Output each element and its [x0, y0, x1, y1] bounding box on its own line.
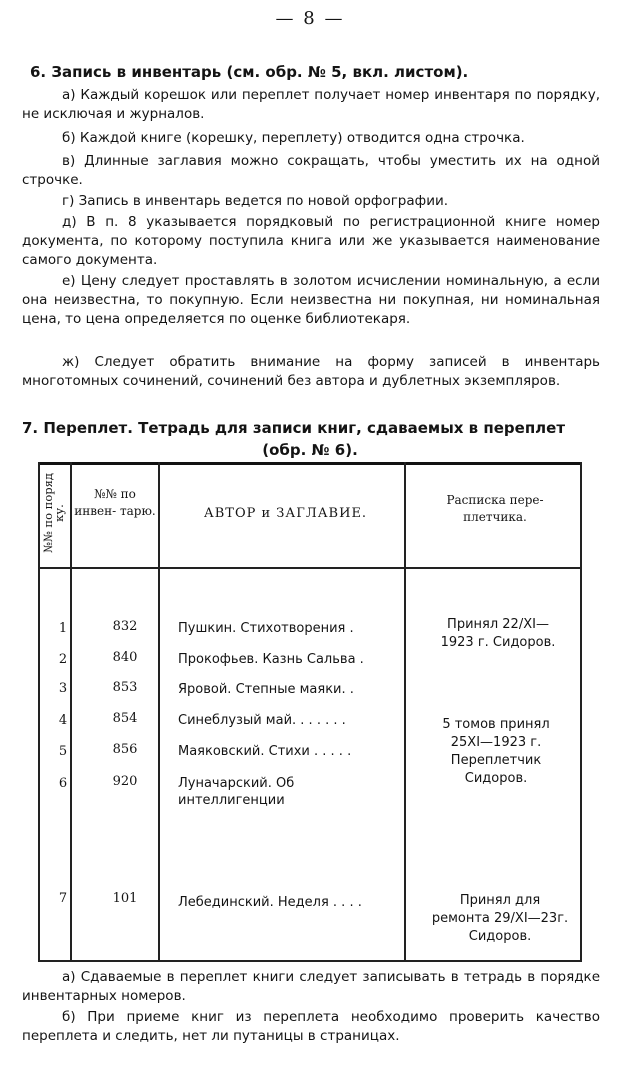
receipt-3: Принял для ремонта 29/XI—23г. Сидоров. — [431, 893, 569, 944]
item-e: д) В п. 8 указывается порядковый по регистрационной книге номер документа, по которому поступила книга или же указывается наименование самого документа. — [22, 214, 600, 268]
row-2-inv: 840 — [112, 650, 138, 665]
section-7-heading: 7. Переплет. Тетрадь для записи книг, сдаваемых в переплет — [22, 419, 566, 437]
row-5-num: 5 — [58, 744, 68, 759]
item-a: а) Каждый корешок или переплет получает номер инвентаря по порядку, не исключая и журналов. — [22, 87, 600, 122]
row-7-title: Лебединский. Неделя . . . . — [178, 895, 362, 910]
note-b: б) При приеме книг из переплета необходимо проверить качество переплета и следить, нет ли путаницы в страницах. — [22, 1009, 600, 1044]
row-3-inv: 853 — [112, 680, 138, 695]
section-6-heading: 6. Запись в инвентарь (см. обр. № 5, вкл. листом). — [30, 63, 469, 81]
row-3-num: 3 — [58, 681, 68, 696]
row-5-inv: 856 — [112, 742, 138, 757]
table-top-rule — [38, 462, 582, 465]
page-number: — 8 — — [275, 8, 345, 29]
row-4-title: Синеблузый май. . . . . . . — [178, 713, 346, 728]
row-2-num: 2 — [58, 652, 68, 667]
item-f: е) Цену следует проставлять в золотом исчислении номинальную, а если она неизвестна, то покупную. Если неизвестна ни покупная, ни номинальная цена, то цена определяется по оценке библиотекаря. — [22, 273, 600, 327]
row-1-inv: 832 — [112, 619, 138, 634]
row-7-num: 7 — [58, 891, 68, 906]
binding-table — [38, 462, 582, 962]
section-7-heading-sub: (обр. № 6). — [262, 441, 358, 459]
header-num: №№ по поряд ку. — [41, 473, 66, 553]
row-3-title: Яровой. Степные маяки. . — [178, 682, 354, 697]
row-6-num: 6 — [58, 776, 68, 791]
note-a: а) Сдаваемые в переплет книги следует записывать в тетрадь в порядке инвентарных номеров. — [22, 969, 600, 1004]
item-c: в) Длинные заглавия можно сокращать, чтобы уместить их на одной строчке. — [22, 153, 600, 188]
receipt-2: 5 томов принял 25XI—1923 г. Переплетчик Сидоров. — [442, 717, 550, 786]
table-right-border — [580, 462, 582, 962]
row-6-title: Луначарский. Об интеллигенции — [178, 776, 295, 808]
row-5-title: Маяковский. Стихи . . . . . — [178, 744, 352, 759]
header-inventory: №№ по инвен- тарю. — [74, 487, 156, 518]
header-author-title: АВТОР и ЗАГЛАВИЕ. — [203, 506, 368, 521]
row-1-num: 1 — [58, 621, 68, 636]
receipt-1: Принял 22/XI—1923 г. Сидоров. — [440, 617, 556, 650]
item-d: г) Запись в инвентарь ведется по новой орфографии. — [62, 193, 449, 209]
row-2-title: Прокофьев. Казнь Сальва . — [178, 652, 364, 667]
item-g: ж) Следует обратить внимание на форму записей в инвентарь многотомных сочинений, сочинений без автора и дублетных экземпляров. — [22, 354, 600, 389]
header-receipt: Расписка пере- плетчика. — [446, 493, 544, 524]
row-4-num: 4 — [58, 713, 68, 728]
row-6-inv: 920 — [112, 774, 138, 789]
table-bottom-rule — [38, 960, 582, 962]
row-1-title: Пушкин. Стихотворения . — [178, 621, 354, 636]
row-7-inv: 101 — [112, 891, 138, 906]
table-header-rule — [38, 567, 582, 569]
row-4-inv: 854 — [112, 711, 138, 726]
item-b: б) Каждой книге (корешку, переплету) отводится одна строчка. — [62, 130, 525, 146]
